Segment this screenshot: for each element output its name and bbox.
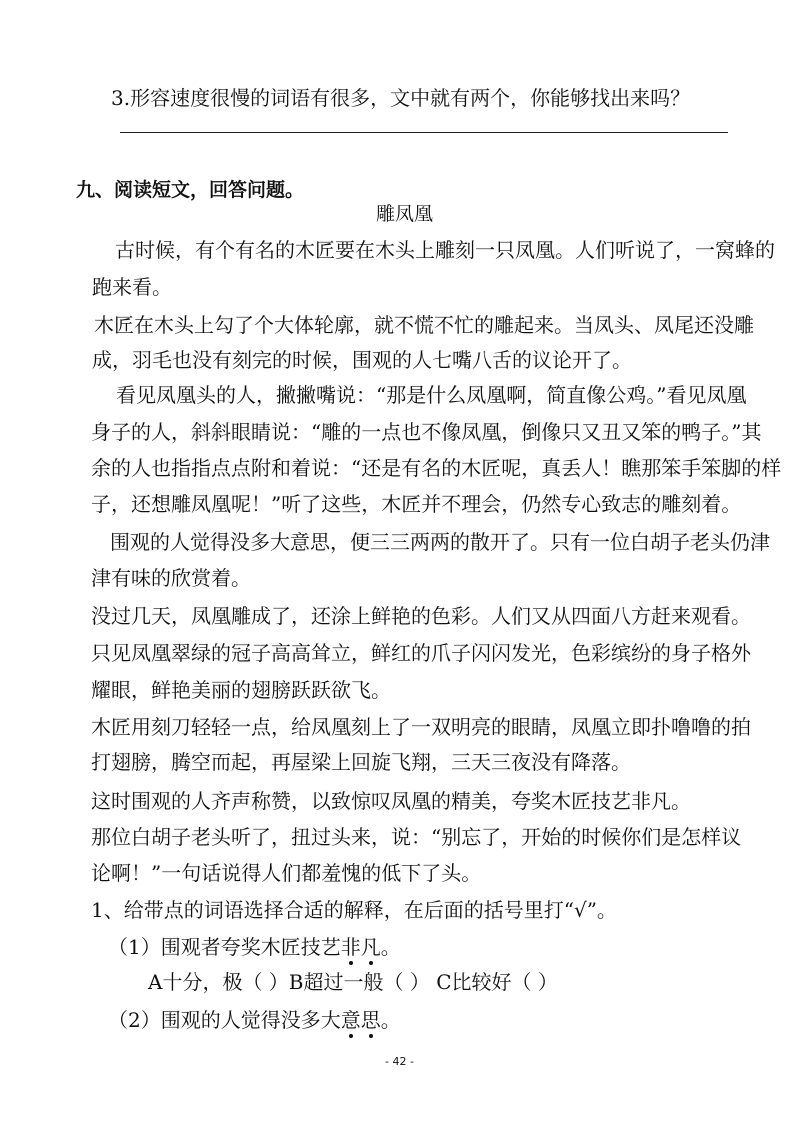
passage-line: 跑来看。	[92, 275, 172, 299]
item-2-prefix: （2）围观的人觉得没多大	[108, 1008, 341, 1032]
dotted-char: 凡	[360, 935, 381, 959]
dotted-char: 意	[340, 1008, 361, 1032]
page-number: - 42 -	[385, 1055, 414, 1068]
answer-line	[120, 132, 728, 133]
item-2-suffix: 。	[380, 1008, 401, 1032]
passage-line: 围观的人觉得没多大意思，便三三两两的散开了。只有一位白胡子老头仍津	[110, 530, 770, 554]
passage-line: 子，还想雕凤凰呢！”听了这些，木匠并不理会，仍然专心致志的雕刻着。	[91, 492, 742, 516]
question-1-item-2	[108, 1008, 401, 1032]
passage-line: 这时围观的人齐声称赞，以致惊叹凤凰的精美，夸奖木匠技艺非凡。	[91, 789, 691, 813]
question-1-item-1	[108, 935, 401, 959]
passage-line: 只见凤凰翠绿的冠子高高耸立，鲜红的爪子闪闪发光，色彩缤纷的身子格外	[91, 641, 751, 665]
passage-line: 木匠在木头上勾了个大体轮廓，就不慌不忙的雕起来。当凤头、凤尾还没雕	[94, 313, 754, 337]
passage-line: 成，羽毛也没有刻完的时候，围观的人七嘴八舌的议论开了。	[92, 348, 632, 372]
question-1-instruction: 1、给带点的词语选择合适的解释，在后面的括号里打“√”。	[91, 898, 617, 922]
question-1-item-1-options: A十分，极（ ）B超过一般（ ） C比较好（ ）	[148, 970, 558, 994]
passage-line: 耀眼，鲜艳美丽的翅膀跃跃欲飞。	[91, 678, 391, 702]
dotted-char: 非	[340, 935, 361, 959]
section-heading: 九、阅读短文，回答问题。	[76, 179, 305, 201]
passage-line: 身子的人，斜斜眼睛说：“雕的一点也不像凤凰，倒像只又丑又笨的鸭子。”其	[91, 420, 762, 444]
passage-line: 古时候，有个有名的木匠要在木头上雕刻一只凤凰。人们听说了，一窝蜂的	[115, 238, 775, 262]
passage-line: 余的人也指指点点附和着说：“还是有名的木匠呢，真丢人！瞧那笨手笨脚的样	[91, 456, 782, 480]
passage-line: 看见凤凰头的人，撇撇嘴说：“那是什么凤凰啊，简直像公鸡。”看见凤凰	[116, 383, 747, 407]
item-1-suffix: 。	[380, 935, 401, 959]
passage-line: 打翅膀，腾空而起，再屋梁上回旋飞翔，三天三夜没有降落。	[91, 750, 631, 774]
passage-line: 论啊！”一句话说得人们都羞愧的低下了头。	[91, 861, 482, 885]
passage-line: 木匠用刻刀轻轻一点，给凤凰刻上了一双明亮的眼睛，凤凰立即扑噜噜的拍	[91, 715, 751, 739]
passage-line: 津有味的欣赏着。	[91, 566, 251, 590]
item-1-prefix: （1）围观者夸奖木匠技艺	[108, 935, 341, 959]
passage-line: 没过几天，凤凰雕成了，还涂上鲜艳的色彩。人们又从四面八方赶来观看。	[91, 604, 751, 628]
passage-title: 雕凤凰	[376, 203, 434, 225]
question-3: 3.形容速度很慢的词语有很多，文中就有两个，你能够找出来吗？	[111, 86, 691, 110]
passage-line: 那位白胡子老头听了，扭过头来，说：“别忘了，开始的时候你们是怎样议	[91, 825, 742, 849]
dotted-char: 思	[360, 1008, 381, 1032]
